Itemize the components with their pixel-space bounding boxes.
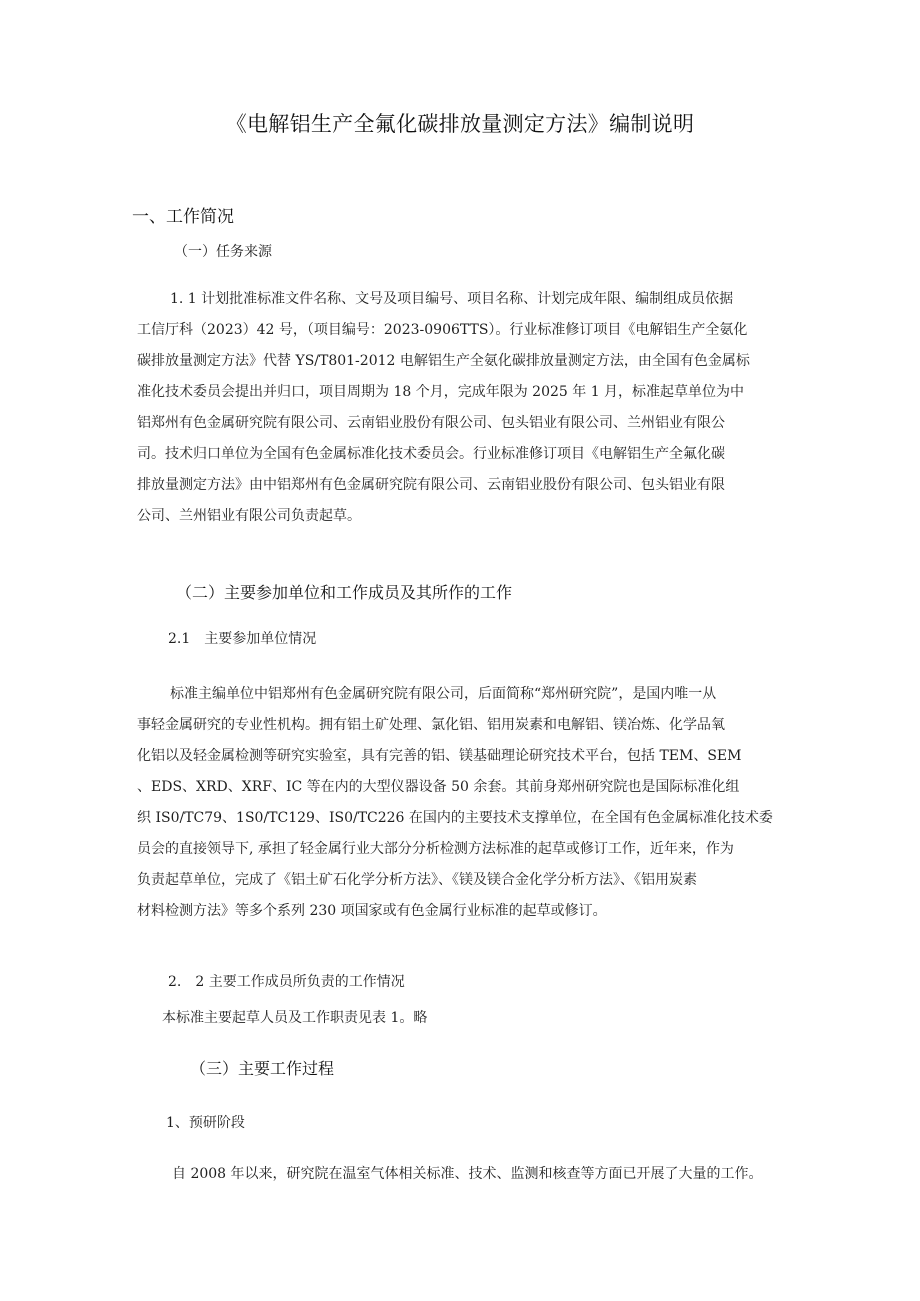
paragraph-line: 负责起草单位，完成了《铝土矿石化学分析方法》、《镁及镁合金化学分析方法》、《铝用炭素 xyxy=(137,872,697,888)
paragraph-pre-research: 自 2008 年以来，研究院在温室气体相关标准、技术、监测和核查等方面已开展了大量的工作。 xyxy=(172,1166,763,1182)
paragraph-line: 化铝以及轻金属检测等研究实验室，具有完善的铝、镁基础理论研究技术平台，包括 TEM、SEM xyxy=(137,748,742,764)
item-pre-research: 1、预研阶段 xyxy=(166,1115,245,1131)
paragraph-line: 碳排放量测定方法》代替 YS/T801-2012 电解铝生产全氨化碳排放量测定方法，由全国有色金属标 xyxy=(137,353,750,369)
paragraph-line: 事轻金属研究的专业性机构。拥有铝土矿处理、氯化铝、铝用炭素和电解铝、镁冶炼、化学品氧 xyxy=(137,717,725,733)
document-title: 《电解铝生产全氟化碳排放量测定方法》编制说明 xyxy=(225,112,695,136)
section-heading-work-overview: 一、工作简况 xyxy=(132,207,234,227)
item-2-2-text: 本标准主要起草人员及工作职责见表 1。略 xyxy=(162,1010,428,1026)
paragraph-line: 司。技术归口单位为全国有色金属标准化技术委员会。行业标准修订项目《电解铝生产全氟化碳 xyxy=(137,446,725,462)
subsection-heading-participants: （二）主要参加单位和工作成员及其所作的工作 xyxy=(176,583,513,602)
paragraph-line: 公司、兰州铝业有限公司负责起草。 xyxy=(137,508,361,524)
item-2-1-heading: 2.1 主要参加单位情况 xyxy=(168,631,317,647)
paragraph-line: 铝郑州有色金属研究院有限公司、云南铝业股份有限公司、包头铝业有限公司、兰州铝业有限公 xyxy=(137,415,725,431)
paragraph-main-unit xyxy=(137,679,792,927)
paragraph-line: 1. 1 计划批准标准文件名称、文号及项目编号、项目名称、计划完成年限、编制组成员依据 xyxy=(170,291,734,307)
subsection-heading-task-source: （一）任务来源 xyxy=(174,244,272,260)
paragraph-task-source xyxy=(137,284,792,532)
paragraph-line: 材料检测方法》等多个系列 230 项国家或有色金属行业标准的起草或修订。 xyxy=(137,903,607,919)
paragraph-line: 、EDS、XRD、XRF、IC 等在内的大型仪器设备 50 余套。其前身郑州研究院也是国际标准化组 xyxy=(137,779,740,795)
subsection-heading-work-process: （三）主要工作过程 xyxy=(190,1059,335,1078)
paragraph-line: 织 IS0/TC79、1S0/TC129、IS0/TC226 在国内的主要技术支撑单位，在全国有色金属标准化技术委 xyxy=(137,810,773,826)
paragraph-line: 准化技术委员会提出并归口，项目周期为 18 个月，完成年限为 2025 年 1 月，标准起草单位为中 xyxy=(137,384,745,400)
item-2-2-heading: 2. 2 主要工作成员所负责的工作情况 xyxy=(168,974,405,990)
paragraph-line: 工信厅科（2023）42 号，（项目编号：2023-0906TTS）。行业标准修订项目《电解铝生产全氨化 xyxy=(137,322,748,338)
paragraph-line: 员会的直接领导下, 承担了轻金属行业大部分分析检测方法标准的起草或修订工作，近年来，作为 xyxy=(137,841,734,857)
paragraph-line: 标准主编单位中铝郑州有色金属研究院有限公司，后面简称“郑州研究院”，是国内唯一从 xyxy=(170,686,717,702)
paragraph-line: 排放量测定方法》由中铝郑州有色金属研究院有限公司、云南铝业股份有限公司、包头铝业有限 xyxy=(137,477,725,493)
